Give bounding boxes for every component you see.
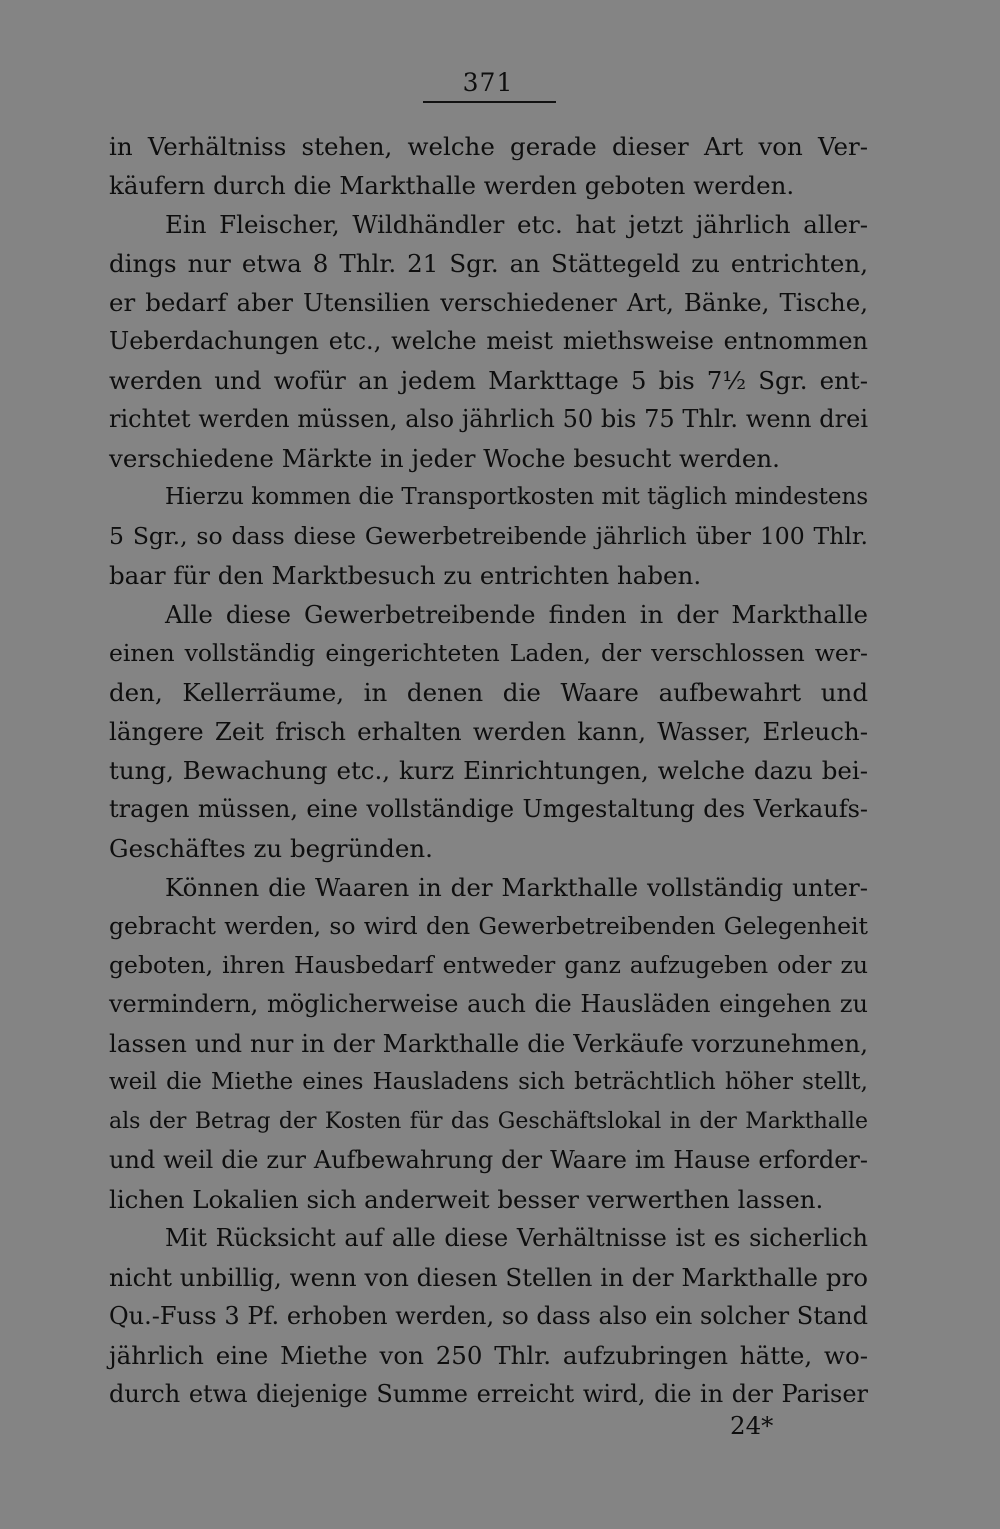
text-line: 5 Sgr., so dass diese Gewerbetreibende jährlich über 100 Thlr. [109,522,868,550]
text-line: und weil die zur Aufbewahrung der Waare im Hause erforder- [109,1146,868,1174]
body-text [109,127,868,1414]
text-line: er bedarf aber Utensilien verschiedener Art, Bänke, Tische, [109,288,868,317]
text-line: baar für den Marktbesuch zu entrichten haben. [109,561,702,590]
text-line: Hierzu kommen die Transportkosten mit täglich mindestens [165,484,869,510]
text-line: längere Zeit frisch erhalten werden kann, Wasser, Erleuch- [109,717,868,746]
text-line: nicht unbillig, wenn von diesen Stellen in der Markthalle pro [109,1263,868,1292]
text-line: vermindern, möglicherweise auch die Hausläden eingehen zu [109,990,868,1018]
page-number: 371 [462,68,514,97]
text-line: jährlich eine Miethe von 250 Thlr. aufzubringen hätte, wo- [109,1341,868,1370]
text-line: in Verhältniss stehen, welche gerade dieser Art von Ver- [109,132,868,161]
text-line: Können die Waaren in der Markthalle vollständig unter- [165,873,868,902]
text-line: Ein Fleischer, Wildhändler etc. hat jetzt jährlich aller- [165,210,868,239]
text-line: Qu.-Fuss 3 Pf. erhoben werden, so dass also ein solcher Stand [109,1302,868,1330]
text-line: gebracht werden, so wird den Gewerbetreibenden Gelegenheit [109,912,868,940]
signature-mark: 24* [730,1411,774,1440]
text-line: dings nur etwa 8 Thlr. 21 Sgr. an Stättegeld zu entrichten, [109,249,868,278]
text-line: den, Kellerräume, in denen die Waare aufbewahrt und [109,678,868,707]
text-line: verschiedene Märkte in jeder Woche besucht werden. [109,444,780,473]
text-line: tung, Bewachung etc., kurz Einrichtungen, welche dazu bei- [109,756,868,785]
text-line: einen vollständig eingerichteten Laden, der verschlossen wer- [109,639,868,667]
text-line: durch etwa diejenige Summe erreicht wird, die in der Pariser [109,1380,868,1408]
text-line: als der Betrag der Kosten für das Geschäftslokal in der Markthalle [109,1109,868,1134]
text-line: Geschäftes zu begründen. [109,834,433,863]
text-line: werden und wofür an jedem Markttage 5 bis 7½ Sgr. ent- [109,366,868,395]
text-line: richtet werden müssen, also jährlich 50 bis 75 Thlr. wenn drei [109,405,868,433]
text-line: lassen und nur in der Markthalle die Verkäufe vorzunehmen, [109,1029,868,1058]
text-line: weil die Miethe eines Hausladens sich beträchtlich höher stellt, [109,1069,868,1095]
text-line: lichen Lokalien sich anderweit besser verwerthen lassen. [109,1185,824,1214]
text-line: geboten, ihren Hausbedarf entweder ganz aufzugeben oder zu [109,951,868,979]
text-line: Mit Rücksicht auf alle diese Verhältnisse ist es sicherlich [165,1224,868,1252]
text-line: Alle diese Gewerbetreibende finden in der Markthalle [165,600,868,629]
text-line: käufern durch die Markthalle werden geboten werden. [109,171,795,200]
text-line: tragen müssen, eine vollständige Umgestaltung des Verkaufs- [109,795,868,823]
page-number-rule [423,101,556,103]
text-line: Ueberdachungen etc., welche meist miethsweise entnommen [109,327,868,355]
